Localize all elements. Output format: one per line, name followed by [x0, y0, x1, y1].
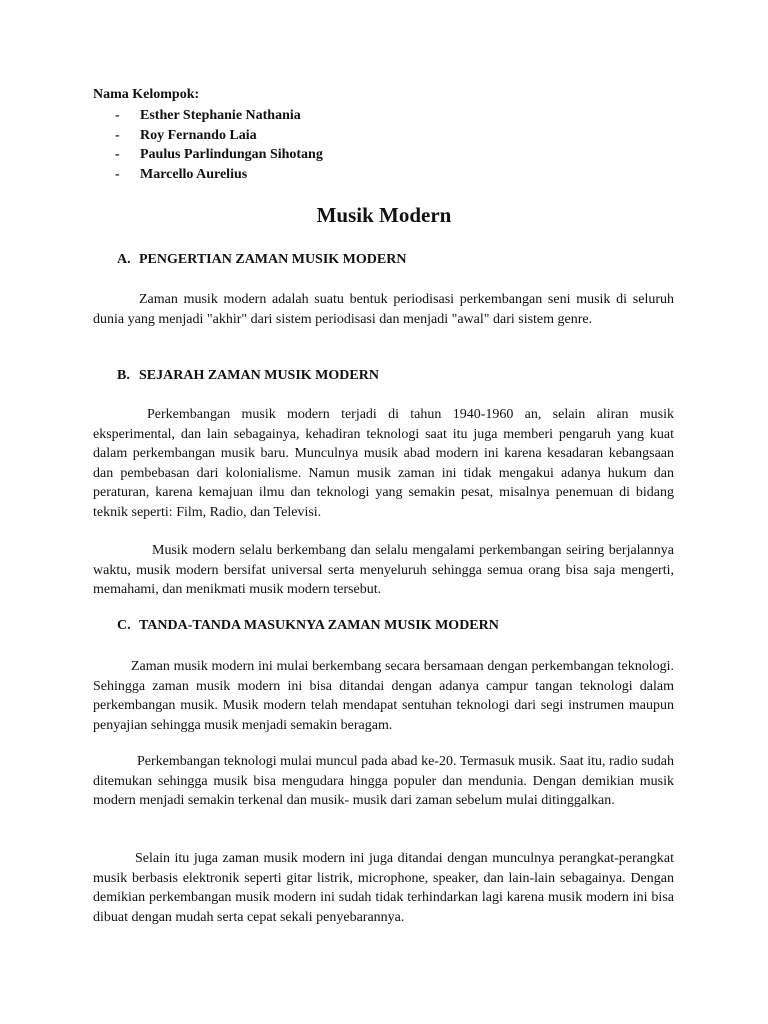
bullet-dash: - [115, 127, 120, 143]
section-letter: B. [117, 368, 130, 383]
body-paragraph: Selain itu juga zaman musik modern ini juga ditandai dengan munculnya perangkat-perangkat musik berbasis elektronik seperti gitar listrik, microphone, speaker, dan lain-lain sebagainya. Dengan demikian perkembangan musik modern ini sudah tidak terhindarkan lagi karena musik modern ini bisa dibuat dengan mudah serta cepat sekali penyebarannya. [93, 851, 674, 925]
member-name: Marcello Aurelius [140, 166, 248, 182]
section-heading [117, 618, 499, 634]
body-paragraph: Musik modern selalu berkembang dan selalu mengalami perkembangan seiring berjalannya waktu, musik modern bersifat universal serta menyeluruh sehingga semua orang bisa saja mengerti, memahami, dan menikmati musik modern tersebut. [93, 543, 674, 597]
section-heading-text: PENGERTIAN ZAMAN MUSIK MODERN [139, 252, 407, 267]
body-paragraph: Perkembangan teknologi mulai muncul pada abad ke-20. Termasuk musik. Saat itu, radio sudah ditemukan sehingga musik bisa mengudara hingga populer dan mendunia. Dengan demikian musik modern menjadi semakin terkenal dan musik- musik dari zaman sebelum mulai ditinggalkan. [93, 754, 674, 808]
member-name: Esther Stephanie Nathania [140, 108, 301, 123]
section-letter: A. [117, 252, 131, 267]
member-name: Roy Fernando Laia [140, 127, 257, 143]
body-paragraph: Zaman musik modern ini mulai berkembang secara bersamaan dengan perkembangan teknologi. Sehingga zaman musik modern ini bisa ditandai dengan adanya campur tangan teknologi dalam perkembangan musik. Musik modern telah mendapat sentuhan teknologi dari segi instrumen maupun penyajian sehingga musik menjadi semakin beragam. [93, 659, 674, 733]
section-heading-text: TANDA-TANDA MASUKNYA ZAMAN MUSIK MODERN [139, 618, 499, 633]
bullet-dash: - [115, 147, 120, 162]
section-heading [117, 252, 406, 268]
group-label: Nama Kelompok: [93, 87, 200, 102]
bullet-dash: - [115, 108, 120, 123]
section-heading [117, 368, 379, 384]
body-paragraph: Zaman musik modern adalah suatu bentuk periodisasi perkembangan seni musik di seluruh dunia yang menjadi "akhir" dari sistem periodisasi dan menjadi "awal" dari sistem genre. [93, 292, 674, 327]
member-name: Paulus Parlindungan Sihotang [140, 147, 323, 162]
body-paragraph: Perkembangan musik modern terjadi di tahun 1940-1960 an, selain aliran musik eksperimental, dan lain sebagainya, kehadiran teknologi saat itu juga memberi pengaruh yang kuat dalam perkembangan musik baru. Munculnya musik abad modern ini karena kesadaran kebangsaan dan pembebasan dari kolonialisme. Namun musik zaman ini tidak mengakui adanya hukum dan peraturan, karena kemajuan ilmu dan teknologi yang semakin pesat, misalnya penemuan di bidang teknik seperti: Film, Radio, dan Televisi. [93, 407, 674, 520]
document-title: Musik Modern [316, 203, 452, 227]
section-letter: C. [117, 618, 131, 633]
bullet-dash: - [115, 166, 120, 182]
section-heading-text: SEJARAH ZAMAN MUSIK MODERN [139, 368, 379, 383]
